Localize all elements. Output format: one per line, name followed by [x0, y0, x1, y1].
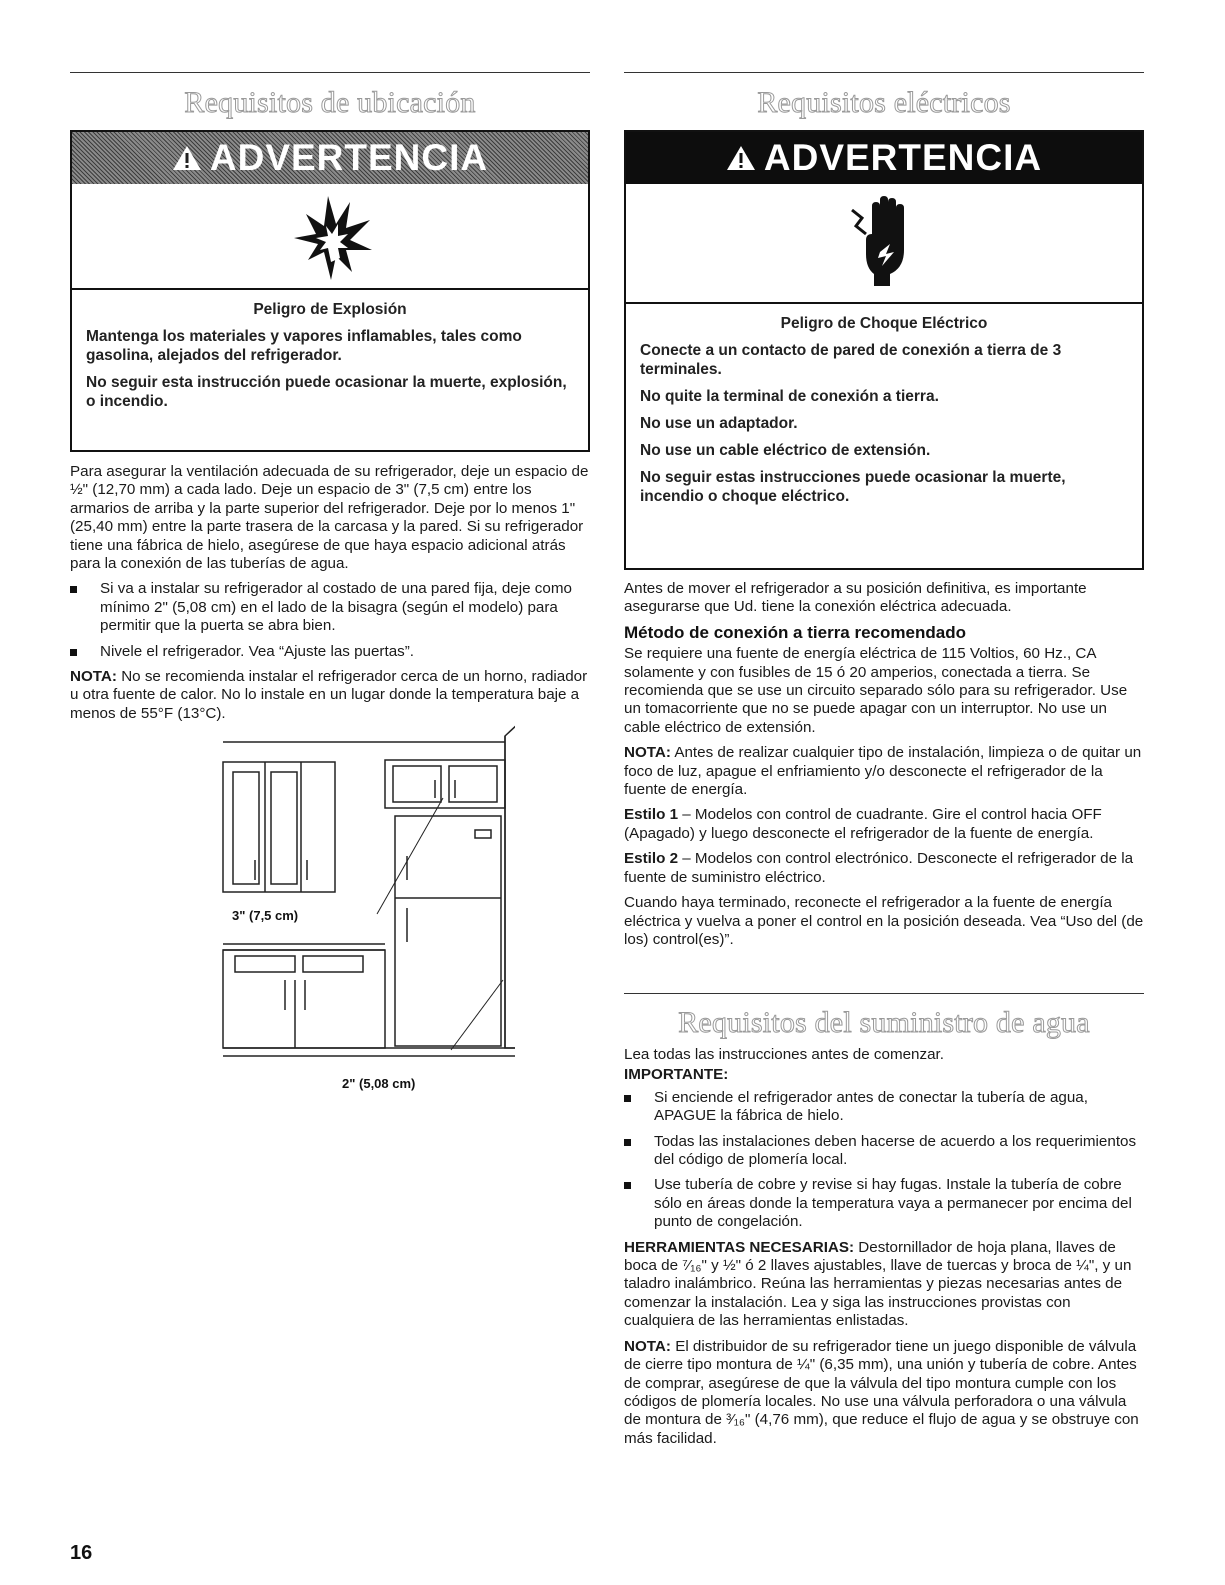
style-2-paragraph: [624, 850, 1144, 887]
list-item: Use tubería de cobre y revise si hay fugas. Instale la tubería de cobre sólo en áreas donde la temperatura vaya a permanecer por encima del punto de congelación.: [624, 1176, 1144, 1231]
warning-header: [72, 132, 588, 184]
ventilation-paragraph: Para asegurar la ventilación adecuada de su refrigerador, deje un espacio de ½" (12,70 mm) a cada lado. Deje un espacio de 3" (7,5 cm) entre los armarios de arriba y la parte superior del refrigerador. Deje por lo menos 1" (25,40 mm) entre la parte trasera de la carcasa y la pared. Si su refrigerador tiene una fábrica de hielo, asegúrese de que haya espacio adicional atrás para la conexión de las tuberías de agua.: [70, 463, 589, 573]
top-clearance-label: 3" (7,5 cm): [232, 908, 299, 923]
warning-triangle-icon: [726, 144, 756, 172]
side-clearance-label: 2" (5,08 cm): [342, 1076, 416, 1091]
warning-line-2: No seguir esta instrucción puede ocasionar la muerte, explosión, o incendio.: [86, 374, 567, 410]
grounding-method-text: Se requiere una fuente de energía eléctrica de 115 Voltios, 60 Hz., CA solamente y con fusibles de 15 ó 20 amperios, conectada a tierra. Se recomienda que se use un circuito separado sólo para su refrigerador. Use un tomacorriente que no se puede apagar con un interruptor. No use un cable eléctrico de extensión.: [624, 645, 1128, 736]
tools-label: HERRAMIENTAS NECESARIAS:: [624, 1238, 855, 1256]
explosion-icon-area: [72, 184, 588, 290]
warning-text: [72, 290, 588, 423]
note-text: El distribuidor de su refrigerador tiene un juego disponible de válvula de cierre tipo montura de ¼" (6,35 mm), una unión y tubería de cobre. Antes de comprar, asegúrese de que la válvula del tipo montura cumple con los códigos de plomería locales. No use una válvula perforadora o una válvula de montura de ³⁄₁₆" (4,76 mm), que reduce el flujo de agua y se obstruye con más facilidad.: [624, 1337, 1139, 1447]
style-2-label: Estilo 2: [624, 850, 679, 868]
right-section-rule: [624, 72, 1144, 73]
list-item: Todas las instalaciones deben hacerse de acuerdo a los requerimientos del código de plomería local.: [624, 1133, 1144, 1170]
warning-line-3: No use un adaptador.: [640, 415, 798, 432]
left-section-rule: [70, 72, 590, 73]
note-label: NOTA:: [624, 744, 671, 762]
warning-label: ADVERTENCIA: [209, 137, 489, 178]
warning-text: [626, 304, 1142, 518]
explosion-warning-box: [70, 130, 590, 452]
electrical-body: [624, 580, 1144, 956]
right-column: [624, 0, 1144, 1585]
warning-line-1: Mantenga los materiales y vapores inflamables, tales como gasolina, alejados del refrigerador.: [86, 328, 522, 364]
water-intro: Lea todas las instrucciones antes de comenzar.: [624, 1046, 944, 1063]
warning-line-1: Conecte a un contacto de pared de conexión a tierra de 3 terminales.: [640, 342, 1062, 378]
note-text: No se recomienda instalar el refrigerador cerca de un horno, radiador u otra fuente de calor. No lo instale en un lugar donde la temperatura baje a menos de 55°F (13°C).: [70, 668, 588, 722]
explosion-icon: [286, 192, 376, 282]
style-1-text: – Modelos con control de cuadrante. Gire el control hacia OFF (Apagado) y luego desconecte el refrigerador de la fuente de energía.: [624, 806, 1102, 842]
water-supply-title: Requisitos del suministro de agua: [678, 1006, 1090, 1039]
tools-paragraph: [624, 1239, 1144, 1331]
list-item: Nivele el refrigerador. Vea “Ajuste las puertas”.: [70, 643, 590, 661]
water-section-rule: [624, 993, 1144, 994]
page-number: 16: [70, 1542, 93, 1564]
shock-warning-box: [624, 130, 1144, 570]
warning-label: ADVERTENCIA: [763, 137, 1043, 178]
note-text: Antes de realizar cualquier tipo de instalación, limpieza o de quitar un foco de luz, apague el enfriamiento y/o desconecte el refrigerador de la fuente de energía.: [624, 744, 1142, 799]
style-1-label: Estilo 1: [624, 806, 679, 824]
note-label: NOTA:: [624, 1337, 671, 1355]
left-column: [70, 0, 590, 1585]
hazard-title: Peligro de Choque Eléctrico: [780, 315, 988, 332]
warning-header: [626, 132, 1142, 184]
hazard-title: Peligro de Explosión: [253, 301, 407, 318]
reconnect-paragraph: Cuando haya terminado, reconecte el refrigerador a la fuente de energía eléctrica y vuelva a poner el control en la posición deseada. Vea “Uso del (de los) control(es)”.: [624, 894, 1144, 948]
style-1-paragraph: [624, 806, 1144, 843]
warning-triangle-icon: [172, 144, 202, 172]
electric-shock-icon: [844, 194, 924, 294]
grounding-method-heading: Método de conexión a tierra recomendado: [624, 622, 966, 642]
clearance-diagram: [185, 680, 515, 1070]
warning-line-4: No use un cable eléctrico de extensión.: [640, 442, 931, 459]
warning-line-2: No quite la terminal de conexión a tierra.: [640, 388, 939, 405]
water-note: [624, 1338, 1144, 1448]
list-item: Si enciende el refrigerador antes de conectar la tubería de agua, APAGUE la fábrica de hielo.: [624, 1089, 1144, 1126]
important-label: IMPORTANTE:: [624, 1066, 729, 1084]
electrical-requirements-title: Requisitos eléctricos: [757, 86, 1011, 119]
shock-icon-area: [626, 184, 1142, 304]
electrical-intro: Antes de mover el refrigerador a su posición definitiva, es importante asegurarse que Ud. tiene la conexión eléctrica adecuada.: [624, 580, 1087, 616]
list-item: Si va a instalar su refrigerador al costado de una pared fija, deje como mínimo 2" (5,08 cm) en el lado de la bisagra (según el modelo) para permitir que la puerta se abra bien.: [70, 580, 590, 635]
water-body: [624, 1046, 1144, 1455]
warning-line-5: No seguir estas instrucciones puede ocasionar la muerte, incendio o choque eléctrico.: [640, 469, 1066, 505]
location-requirements-title: Requisitos de ubicación: [184, 86, 476, 119]
tools-text: Destornillador de hoja plana, llaves de boca de ⁷⁄₁₆" y ½" ó 2 llaves ajustables, llave de tuercas y broca de ¼", y un taladro inalámbrico. Reúna las herramientas y piezas necesarias antes de comenzar la instalación. Lea y siga las instrucciones provistas con cualquiera de las herramientas enlistadas.: [624, 1238, 1132, 1330]
electrical-note: [624, 744, 1144, 799]
note-label: NOTA:: [70, 668, 117, 686]
style-2-text: – Modelos con control electrónico. Desconecte el refrigerador de la fuente de suministro eléctrico.: [624, 850, 1134, 886]
